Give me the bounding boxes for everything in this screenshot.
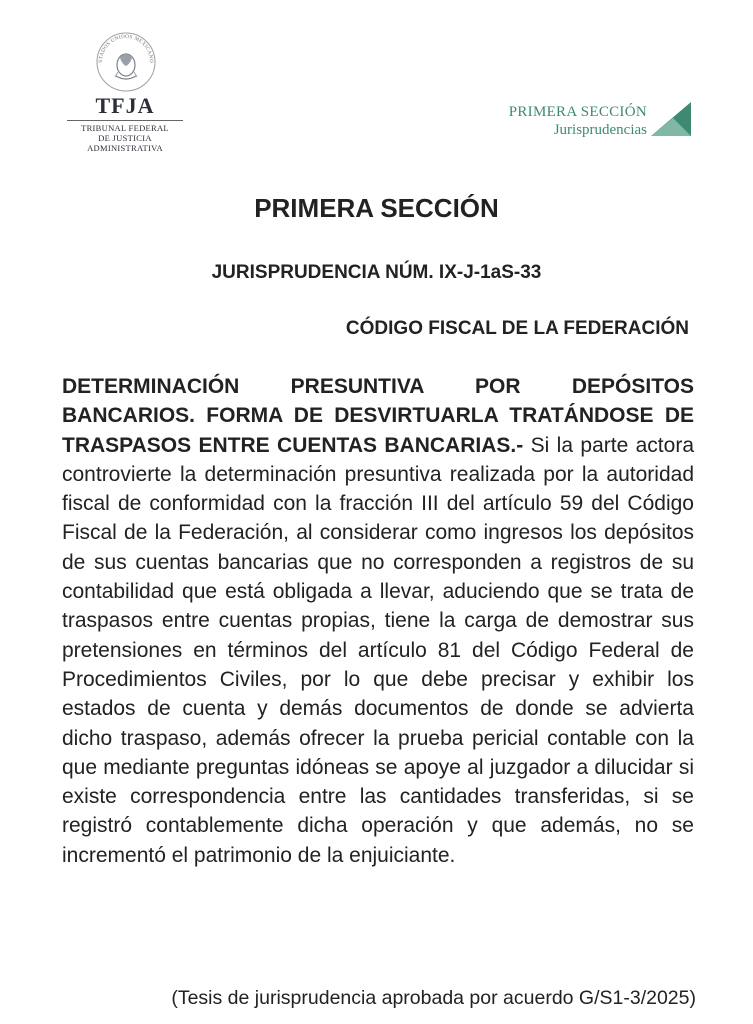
coat-of-arms-seal — [94, 28, 158, 92]
logo-line-2: DE JUSTICIA ADMINISTRATIVA — [87, 133, 163, 153]
section-triangle-icon — [649, 100, 693, 138]
section-label — [509, 103, 647, 139]
approval-note: (Tesis de jurisprudencia aprobada por acuerdo G/S1-3/2025) — [171, 987, 696, 1009]
page-title: PRIMERA SECCIÓN — [254, 193, 499, 223]
jurisprudence-text — [62, 372, 694, 870]
jurisprudence-number: JURISPRUDENCIA NÚM. IX-J-1aS-33 — [211, 262, 542, 283]
seal-text: STADOS UNIDOS MEXICANO — [97, 33, 155, 64]
tfja-logo — [60, 94, 190, 153]
section-label-line-1: PRIMERA SECCIÓN — [508, 104, 647, 120]
logo-divider — [67, 120, 183, 121]
code-name: CÓDIGO FISCAL DE LA FEDERACIÓN — [345, 318, 689, 339]
logo-acronym: TFJA — [95, 93, 155, 118]
logo-line-1: TRIBUNAL FEDERAL — [81, 123, 169, 133]
jurisprudence-heading: DETERMINACIÓN PRESUNTIVA POR DEPÓSITOS BANCARIOS. FORMA DE DESVIRTUARLA TRATÁNDOSE DE TRASPASOS ENTRE CUENTAS BANCARIAS.- — [62, 375, 694, 457]
section-label-line-2: Jurisprudencias — [553, 122, 647, 138]
jurisprudence-body: Si la parte actora controvierte la determinación presuntiva realizada por la autoridad fiscal de conformidad con la fracción III del artículo 59 del Código Fiscal de la Federación, al considerar como ingresos los depósitos de sus cuentas bancarias que no corresponden a registros de su contabilidad que está obligada a llevar, aduciendo que se trata de traspasos entre cuentas propias, tiene la carga de demostrar sus pretensiones en términos del artículo 81 del Código Federal de Procedimientos Civiles, por lo que debe precisar y exhibir los estados de cuenta y demás documentos de donde se advierta dicho traspaso, además ofrecer la prueba pericial contable con la que mediante preguntas idóneas se apoye al juzgador a dilucidar si existe correspondencia entre las cantidades transferidas, si se registró contablemente dicha operación y que además, no se incrementó el patrimonio de la enjuiciante. — [62, 433, 694, 867]
page-header — [0, 0, 753, 153]
